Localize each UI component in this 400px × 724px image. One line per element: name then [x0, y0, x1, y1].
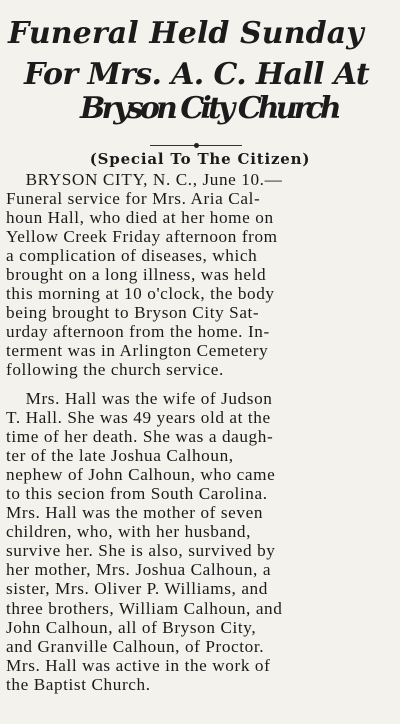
article-line: Funeral service for Mrs. Aria Cal-	[6, 189, 261, 209]
article-line: three brothers, William Calhoun, and	[6, 598, 283, 618]
article-line: T. Hall. She was 49 years old at the	[6, 408, 271, 428]
article-paragraph-2	[6, 389, 392, 694]
article-line: urday afternoon from the home. In-	[6, 322, 270, 342]
article-line: her mother, Mrs. Joshua Calhoun, a	[6, 560, 272, 580]
article-line: survive her. She is also, survived by	[6, 541, 276, 561]
article-line: being brought to Bryson City Sat-	[6, 303, 260, 323]
article-line: Mrs. Hall was active in the work of	[6, 655, 271, 675]
article-line: following the church service.	[6, 360, 224, 380]
article-line: the Baptist Church.	[6, 674, 151, 694]
article-line: John Calhoun, all of Bryson City,	[6, 617, 257, 637]
headline-line-3: Bryson City Church	[80, 91, 338, 126]
article-line: terment was in Arlington Cemetery	[6, 341, 269, 361]
article-line: and Granville Calhoun, of Proctor.	[6, 636, 265, 656]
article-line: Mrs. Hall was the mother of seven	[6, 503, 264, 523]
article-line: to this secion from South Carolina.	[6, 484, 268, 504]
article-line: nephew of John Calhoun, who came	[6, 465, 276, 485]
headline-line-1: Funeral Held Sunday	[8, 16, 364, 51]
article-line: children, who, with her husband,	[6, 522, 251, 542]
divider-dot	[194, 143, 199, 148]
article-line: Yellow Creek Friday afternoon from	[6, 227, 278, 247]
article-line: sister, Mrs. Oliver P. Williams, and	[6, 579, 268, 599]
source-credit: (Special To The Citizen)	[89, 150, 311, 168]
article-line: brought on a long illness, was held	[6, 265, 267, 285]
article-line: ter of the late Joshua Calhoun,	[6, 446, 234, 466]
article-line: houn Hall, who died at her home on	[6, 208, 274, 228]
headline-line-2: For Mrs. A. C. Hall At	[24, 57, 370, 92]
article-line: time of her death. She was a daugh-	[6, 427, 274, 447]
article-paragraph-1	[6, 170, 392, 380]
article-line: BRYSON CITY, N. C., June 10.—	[6, 170, 283, 189]
article-line: this morning at 10 o'clock, the body	[6, 284, 275, 304]
article-line: Mrs. Hall was the wife of Judson	[6, 389, 273, 408]
article-line: a complication of diseases, which	[6, 246, 258, 266]
